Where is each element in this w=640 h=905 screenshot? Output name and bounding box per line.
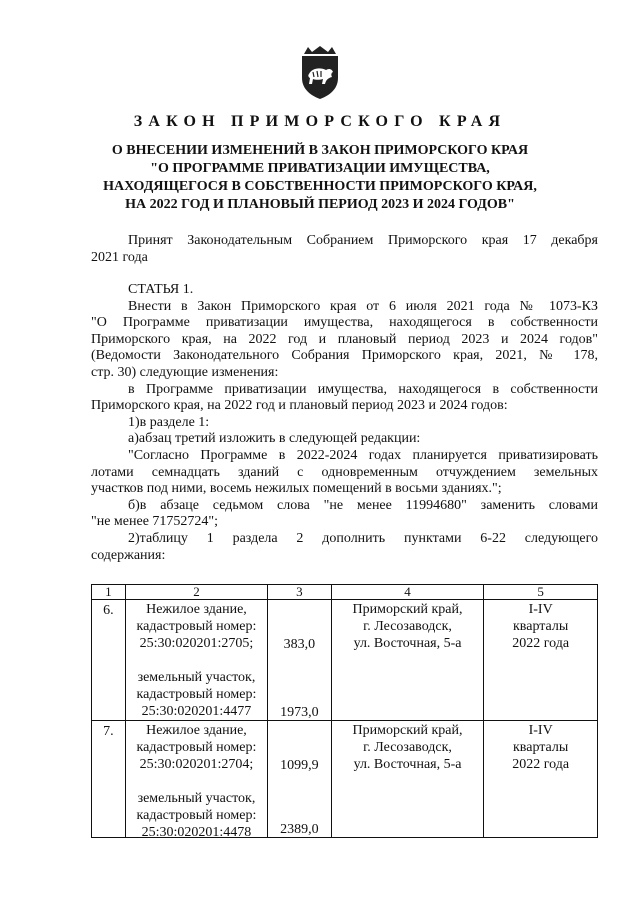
object-line: кадастровый номер:: [136, 740, 257, 755]
object-line: кадастровый номер:: [136, 687, 257, 702]
address-cell: [331, 721, 484, 838]
period-line: I-IV: [528, 602, 553, 617]
article-heading: СТАТЬЯ 1.: [128, 282, 194, 297]
table-header-row: [92, 585, 598, 600]
text-line: б)в абзаце седьмом слова "не менее 11994680" заменить словами: [128, 497, 598, 513]
address-line: Приморский край,: [352, 723, 463, 738]
area-building: 383,0: [283, 637, 316, 652]
area-building: 1099,9: [280, 758, 319, 773]
quote-line: лотами семнадцать зданий с одновременным отчуждением земельных: [91, 464, 598, 480]
row-number: 7.: [103, 724, 114, 739]
period-line: кварталы: [513, 740, 569, 755]
adoption-line: 2021 года: [91, 249, 148, 265]
object-line: кадастровый номер:: [136, 808, 257, 823]
text-line: (Ведомости Законодательного Собрания Приморского края, 2021, № 178,: [91, 348, 598, 364]
object-cell: [125, 600, 267, 721]
text-line: в Программе приватизации имущества, находящегося в собственности: [128, 381, 598, 397]
text-line: "не менее 71752724";: [91, 514, 219, 530]
adoption-note: [91, 233, 598, 266]
object-line: Нежилое здание,: [146, 723, 247, 738]
text-line: "О Программе приватизации имущества, находящегося в собственности: [91, 315, 598, 331]
law-title: ЗАКОН ПРИМОРСКОГО КРАЯ: [133, 113, 507, 130]
header-cell: 2: [125, 585, 267, 600]
article-1: [91, 282, 598, 564]
header-cell: 4: [331, 585, 484, 600]
row-number: 6.: [103, 603, 114, 618]
address-cell: [331, 600, 484, 721]
quote-line: "Согласно Программе в 2022-2024 годах планируется приватизировать: [128, 447, 598, 463]
subtitle-line: НАХОДЯЩЕГОСЯ В СОБСТВЕННОСТИ ПРИМОРСКОГО КРАЯ,: [103, 179, 537, 194]
adoption-line: Принят Законодательным Собранием Приморского края 17 декабря: [128, 233, 598, 248]
period-line: 2022 года: [512, 636, 570, 651]
row-number-cell: [92, 600, 126, 721]
period-line: I-IV: [528, 723, 553, 738]
object-line: Нежилое здание,: [146, 602, 247, 617]
area-land: 2389,0: [280, 822, 319, 837]
address-line: ул. Восточная, 5-а: [353, 757, 462, 772]
object-line: кадастровый номер:: [136, 619, 257, 634]
row-number-cell: [92, 721, 126, 838]
subtitle-line: НА 2022 ГОД И ПЛАНОВЫЙ ПЕРИОД 2023 И 2024 ГОДОВ": [125, 197, 515, 212]
cadastral-number: 25:30:020201:4477: [141, 704, 252, 719]
area-cell: [268, 721, 332, 838]
subtitle-line: О ВНЕСЕНИИ ИЗМЕНЕНИЙ В ЗАКОН ПРИМОРСКОГО КРАЯ: [111, 143, 529, 158]
area-cell: [268, 600, 332, 721]
header-cell: 3: [268, 585, 332, 600]
table-row: [92, 600, 598, 721]
text-line: 2)таблицу 1 раздела 2 дополнить пунктами 6-22 следующего: [128, 530, 598, 546]
text-line: Внести в Закон Приморского края от 6 июля 2021 года № 1073-КЗ: [128, 298, 598, 314]
object-line: земельный участок,: [137, 791, 256, 806]
text-line: стр. 30) следующие изменения:: [91, 364, 279, 380]
object-cell: [125, 721, 267, 838]
privatization-table: [91, 584, 598, 838]
subtitle-line: "О ПРОГРАММЕ ПРИВАТИЗАЦИИ ИМУЩЕСТВА,: [150, 161, 490, 176]
address-line: г. Лесозаводск,: [363, 740, 452, 755]
cadastral-number: 25:30:020201:2704;: [139, 757, 254, 772]
address-line: ул. Восточная, 5-а: [353, 636, 462, 651]
cadastral-number: 25:30:020201:2705;: [139, 636, 254, 651]
period-cell: [484, 721, 598, 838]
table-row: [92, 721, 598, 838]
text-line: Приморского края, на 2022 год и плановый период 2023 и 2024 годов:: [91, 398, 508, 414]
period-cell: [484, 600, 598, 721]
header-cell: 1: [92, 585, 126, 600]
quote-line: участков под ними, восемь нежилых помещений в восьми зданиях.";: [91, 481, 502, 497]
period-line: кварталы: [513, 619, 569, 634]
text-line: содержания:: [91, 547, 166, 563]
text-line: а)абзац третий изложить в следующей редакции:: [128, 431, 421, 447]
address-line: г. Лесозаводск,: [363, 619, 452, 634]
address-line: Приморский край,: [352, 602, 463, 617]
text-line: 1)в разделе 1:: [128, 414, 210, 430]
object-line: земельный участок,: [137, 670, 256, 685]
area-land: 1973,0: [280, 705, 319, 720]
cadastral-number: 25:30:020201:4478: [141, 825, 252, 840]
text-line: Приморского края, на 2022 год и плановый период 2023 и 2024 годов": [91, 331, 598, 347]
header-cell: 5: [484, 585, 598, 600]
period-line: 2022 года: [512, 757, 570, 772]
coat-of-arms-icon: [298, 44, 342, 100]
law-subtitle: [0, 142, 640, 214]
